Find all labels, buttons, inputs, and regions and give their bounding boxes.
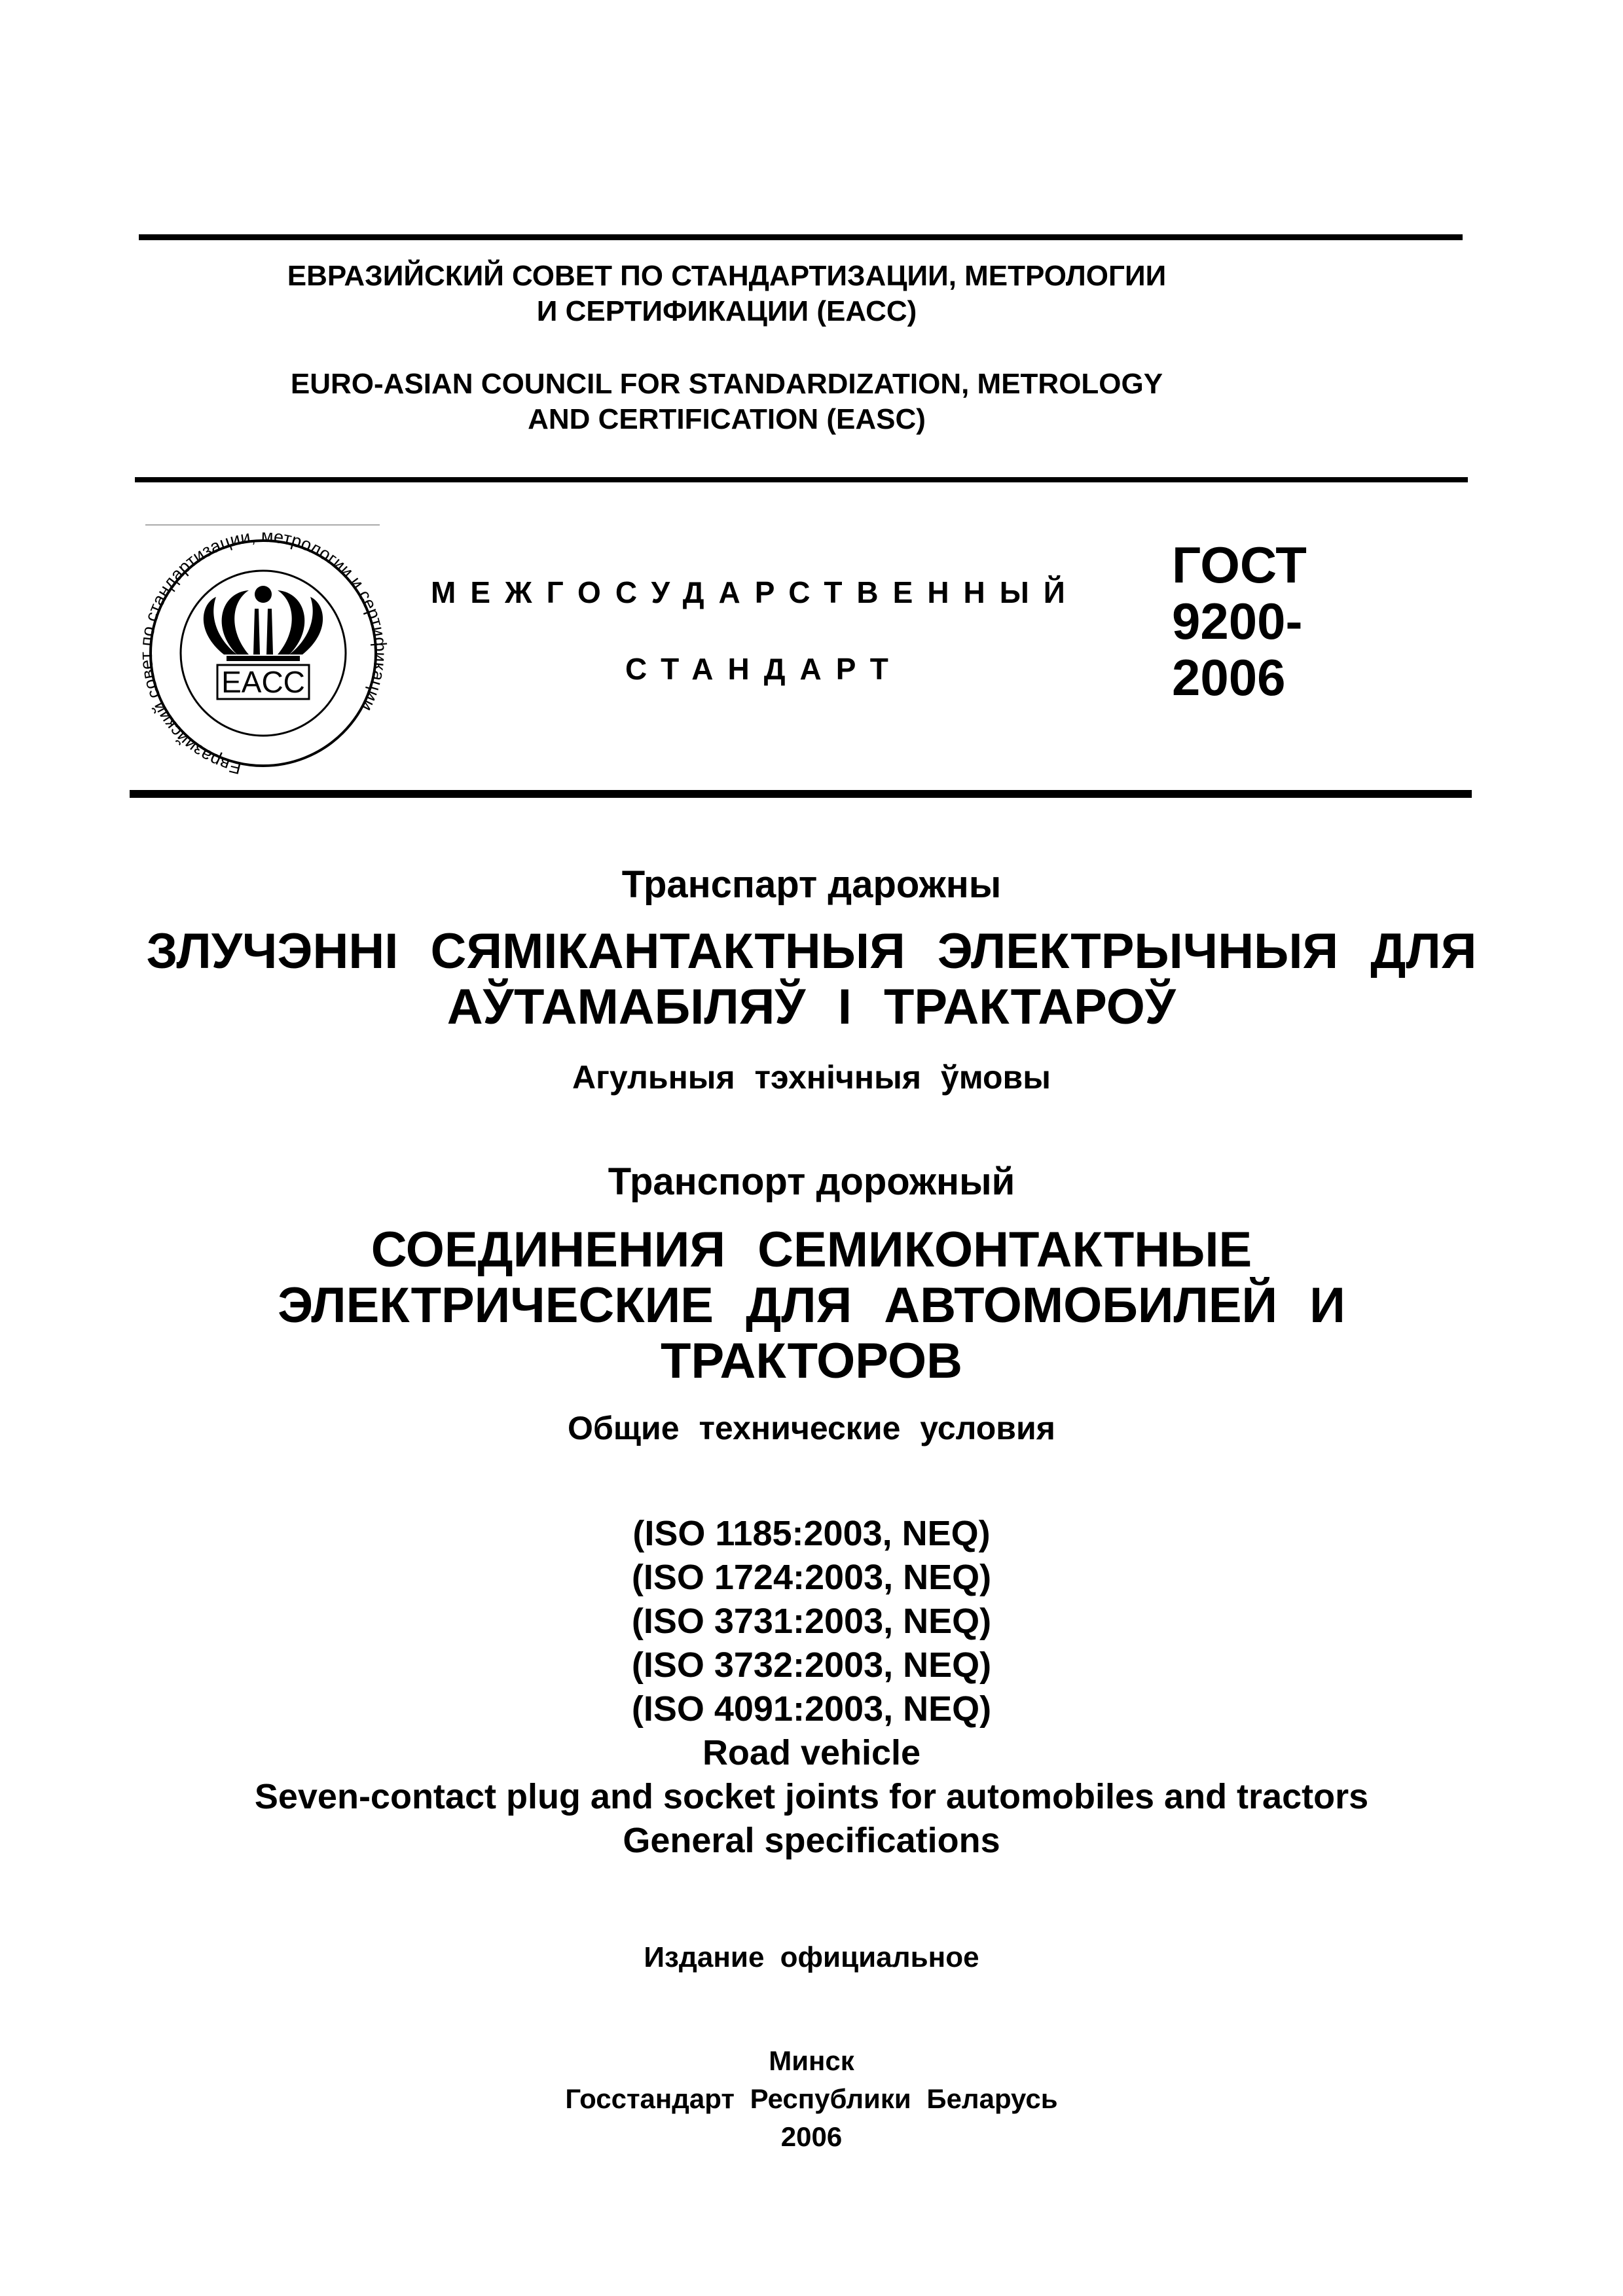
iso-ref: (ISO 3731:2003, NEQ) xyxy=(631,1602,992,1641)
title-be-main-1: ЗЛУЧЭННІ СЯМІКАНТАКТНЫЯ ЭЛЕКТРЫЧНЫЯ ДЛЯ xyxy=(146,924,1477,979)
title-ru-main-1: СОЕДИНЕНИЯ СЕМИКОНТАКТНЫЕ xyxy=(371,1222,1252,1278)
council-ru-line1: ЕВРАЗИЙСКИЙ СОВЕТ ПО СТАНДАРТИЗАЦИИ, МЕТРОЛОГИИ xyxy=(287,260,1167,292)
title-en-line2: Seven-contact plug and socket joints for automobiles and tractors xyxy=(254,1777,1369,1816)
edition-label: Издание официальное xyxy=(644,1941,979,1973)
gost-year: 2006 xyxy=(1172,649,1286,706)
gost-number xyxy=(1172,537,1434,706)
title-ru-sub: Общие технические условия xyxy=(568,1410,1055,1446)
council-rule xyxy=(135,477,1468,482)
iso-ref: (ISO 1724:2003, NEQ) xyxy=(631,1558,992,1597)
logo-ring-text: Евразийский сов о стандартизации, метрологии и серти ации xyxy=(139,526,388,778)
council-ru-line2: И СЕРТИФИКАЦИИ (ЕАСС) xyxy=(536,295,917,327)
imprint xyxy=(0,2042,1623,2156)
title-en xyxy=(0,1731,1623,1863)
iso-list xyxy=(0,1512,1623,1731)
logo-label: EACC xyxy=(221,665,305,699)
imprint-city: Минск xyxy=(769,2045,854,2076)
easc-logo xyxy=(139,517,388,779)
iso-ref: (ISO 1185:2003, NEQ) xyxy=(632,1514,991,1553)
title-be-sub: Агульныя тэхнічныя ўмовы xyxy=(572,1059,1051,1096)
standard-line1: МЕЖГОСУДАРСТВЕННЫЙ xyxy=(431,575,1080,609)
header-bottom-rule xyxy=(130,790,1472,798)
title-ru-main-3: ТРАКТОРОВ xyxy=(661,1333,962,1389)
council-en-line1: EURO-ASIAN COUNCIL FOR STANDARDIZATION, METROLOGY xyxy=(290,368,1163,400)
iso-ref: (ISO 3732:2003, NEQ) xyxy=(631,1645,992,1685)
council-en-line2: AND CERTIFICATION (EASC) xyxy=(528,403,926,435)
gost-label: ГОСТ xyxy=(1172,536,1307,594)
imprint-year: 2006 xyxy=(780,2121,843,2152)
imprint-publisher: Госстандарт Республики Беларусь xyxy=(565,2083,1058,2114)
council-ru xyxy=(137,259,1316,329)
top-rule xyxy=(139,234,1463,240)
standard-line2: СТАНДАРТ xyxy=(625,652,903,686)
title-en-line3: General specifications xyxy=(623,1821,1000,1860)
svg-text:Евразийский совет по стандарти xyxy=(139,526,388,778)
council-en xyxy=(137,367,1316,437)
title-be-main-2: АЎТАМАБІЛЯЎ І ТРАКТАРОЎ xyxy=(447,979,1176,1035)
iso-ref: (ISO 4091:2003, NEQ) xyxy=(631,1689,992,1729)
gost-number-part: 9200- xyxy=(1172,592,1303,650)
title-ru-kicker: Транспорт дорожный xyxy=(608,1160,1015,1203)
title-be-kicker: Транспарт дарожны xyxy=(621,863,1002,906)
title-en-line1: Road vehicle xyxy=(702,1733,921,1772)
title-ru-main-2: ЭЛЕКТРИЧЕСКИЕ ДЛЯ АВТОМОБИЛЕЙ И xyxy=(278,1278,1345,1333)
